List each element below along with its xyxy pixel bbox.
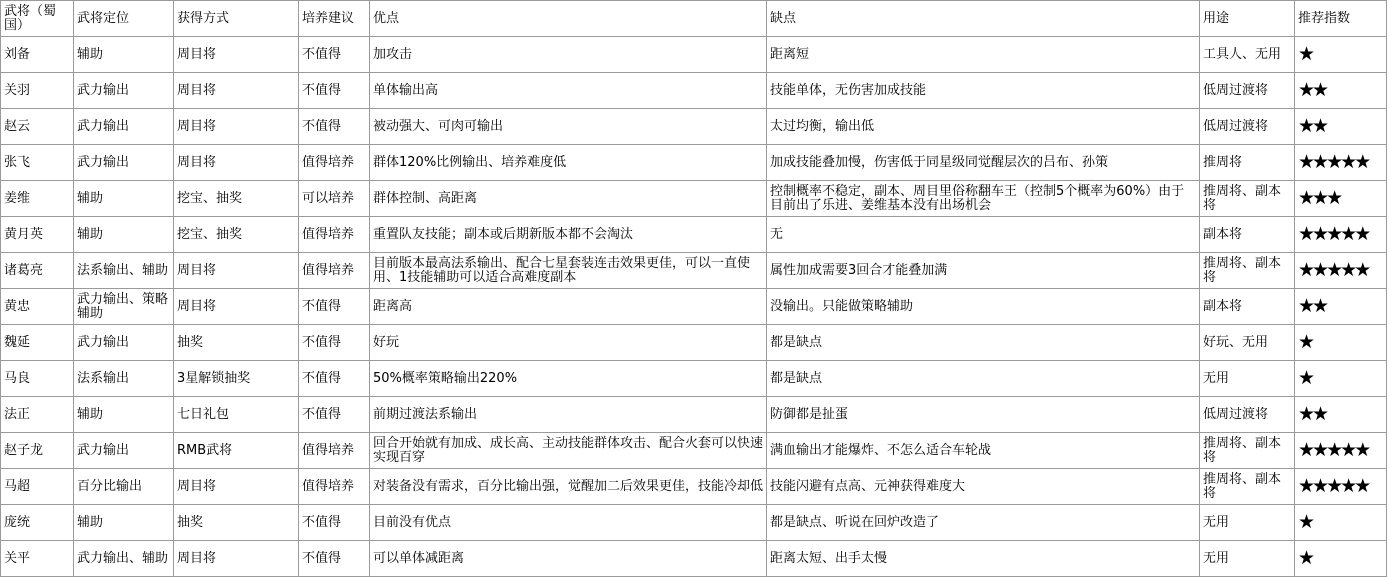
header-cell-use: 用途: [1200, 1, 1295, 37]
star-icon: ★: [1312, 223, 1327, 245]
cell-rating: [1295, 217, 1387, 253]
cell-role: 武力输出、辅助: [74, 541, 174, 577]
cell-name: 马良: [1, 361, 74, 397]
star-icon: ★: [1340, 475, 1355, 497]
star-icon: ★: [1298, 475, 1313, 497]
cell-role: 辅助: [74, 505, 174, 541]
cell-pros: 重置队友技能；副本或后期新版本都不会淘汰: [370, 217, 767, 253]
table-row: [1, 253, 1387, 289]
cell-advice: 值得培养: [299, 433, 370, 469]
cell-pros: 回合开始就有加成、成长高、主动技能群体攻击、配合火套可以快速实现百穿: [370, 433, 767, 469]
cell-name: 张飞: [1, 145, 74, 181]
star-icon: ★: [1298, 547, 1313, 569]
table-row: [1, 325, 1387, 361]
cell-advice: 不值得: [299, 109, 370, 145]
header-cell-pros: 优点: [370, 1, 767, 37]
cell-cons: 都是缺点: [767, 325, 1200, 361]
cell-cons: 距离短: [767, 37, 1200, 73]
cell-role: 辅助: [74, 397, 174, 433]
table-row: [1, 37, 1387, 73]
star-icon: ★: [1312, 475, 1327, 497]
cell-rating: [1295, 289, 1387, 325]
cell-role: 百分比输出: [74, 469, 174, 505]
table-row: [1, 541, 1387, 577]
star-icon: ★: [1354, 259, 1369, 281]
star-icon: ★: [1326, 475, 1341, 497]
star-icon: ★: [1298, 511, 1313, 533]
cell-rating: [1295, 109, 1387, 145]
cell-rating: [1295, 505, 1387, 541]
cell-source: 周目将: [174, 289, 299, 325]
cell-pros: 被动强大、可肉可输出: [370, 109, 767, 145]
cell-pros: 目前没有优点: [370, 505, 767, 541]
table-row: [1, 505, 1387, 541]
star-icon: ★: [1340, 151, 1355, 173]
cell-name: 姜维: [1, 181, 74, 217]
star-icon: ★: [1298, 43, 1313, 65]
cell-name: 黄月英: [1, 217, 74, 253]
cell-pros: 群体120%比例输出、培养难度低: [370, 145, 767, 181]
cell-source: 挖宝、抽奖: [174, 217, 299, 253]
cell-cons: 没输出。只能做策略辅助: [767, 289, 1200, 325]
cell-pros: 加攻击: [370, 37, 767, 73]
cell-role: 武力输出: [74, 433, 174, 469]
cell-advice: 不值得: [299, 541, 370, 577]
cell-cons: 技能闪避有点高、元神获得难度大: [767, 469, 1200, 505]
cell-source: 抽奖: [174, 505, 299, 541]
cell-name: 赵云: [1, 109, 74, 145]
cell-name: 关平: [1, 541, 74, 577]
star-icon: ★: [1326, 151, 1341, 173]
cell-advice: 不值得: [299, 397, 370, 433]
cell-cons: 属性加成需要3回合才能叠加满: [767, 253, 1200, 289]
cell-name: 刘备: [1, 37, 74, 73]
cell-name: 赵子龙: [1, 433, 74, 469]
cell-use: 无用: [1200, 361, 1295, 397]
star-icon: ★: [1312, 151, 1327, 173]
cell-source: 七日礼包: [174, 397, 299, 433]
cell-pros: 单体输出高: [370, 73, 767, 109]
cell-use: 推周将、副本将: [1200, 181, 1295, 217]
star-icon: ★: [1340, 439, 1355, 461]
cell-source: 3星解锁抽奖: [174, 361, 299, 397]
star-icon: ★: [1326, 223, 1341, 245]
star-icon: ★: [1326, 187, 1341, 209]
cell-role: 辅助: [74, 217, 174, 253]
cell-pros: 50%概率策略输出220%: [370, 361, 767, 397]
star-icon: ★: [1326, 439, 1341, 461]
star-icon: ★: [1354, 223, 1369, 245]
cell-cons: 加成技能叠加慢，伤害低于同星级同觉醒层次的吕布、孙策: [767, 145, 1200, 181]
cell-use: 无用: [1200, 541, 1295, 577]
table-row: [1, 397, 1387, 433]
star-icon: ★: [1312, 79, 1327, 101]
cell-advice: 值得培养: [299, 217, 370, 253]
table-row: [1, 181, 1387, 217]
cell-advice: 不值得: [299, 37, 370, 73]
star-icon: ★: [1312, 295, 1327, 317]
cell-role: 武力输出: [74, 325, 174, 361]
cell-role: 武力输出、策略辅助: [74, 289, 174, 325]
cell-name: 庞统: [1, 505, 74, 541]
cell-rating: [1295, 397, 1387, 433]
cell-rating: [1295, 145, 1387, 181]
cell-pros: 可以单体减距离: [370, 541, 767, 577]
header-cell-advice: 培养建议: [299, 1, 370, 37]
cell-use: 好玩、无用: [1200, 325, 1295, 361]
star-icon: ★: [1354, 151, 1369, 173]
cell-source: 周目将: [174, 37, 299, 73]
cell-advice: 值得培养: [299, 469, 370, 505]
star-icon: ★: [1312, 439, 1327, 461]
cell-rating: [1295, 73, 1387, 109]
cell-name: 关羽: [1, 73, 74, 109]
cell-use: 推周将、副本将: [1200, 253, 1295, 289]
cell-source: 抽奖: [174, 325, 299, 361]
cell-rating: [1295, 253, 1387, 289]
star-icon: ★: [1312, 115, 1327, 137]
header-row: [1, 1, 1387, 37]
cell-advice: 不值得: [299, 289, 370, 325]
star-icon: ★: [1298, 259, 1313, 281]
cell-use: 副本将: [1200, 289, 1295, 325]
cell-pros: 距离高: [370, 289, 767, 325]
cell-use: 推周将、副本将: [1200, 469, 1295, 505]
cell-advice: 不值得: [299, 325, 370, 361]
cell-advice: 不值得: [299, 505, 370, 541]
cell-use: 无用: [1200, 505, 1295, 541]
cell-role: 辅助: [74, 37, 174, 73]
star-icon: ★: [1326, 259, 1341, 281]
cell-use: 低周过渡将: [1200, 109, 1295, 145]
cell-use: 副本将: [1200, 217, 1295, 253]
header-cell-role: 武将定位: [74, 1, 174, 37]
cell-use: 低周过渡将: [1200, 73, 1295, 109]
cell-pros: 好玩: [370, 325, 767, 361]
cell-pros: 群体控制、高距离: [370, 181, 767, 217]
star-icon: ★: [1298, 439, 1313, 461]
cell-source: 周目将: [174, 109, 299, 145]
cell-cons: 距离太短、出手太慢: [767, 541, 1200, 577]
header-cell-rating: 推荐指数: [1295, 1, 1387, 37]
star-icon: ★: [1354, 439, 1369, 461]
cell-cons: 控制概率不稳定，副本、周目里俗称翻车王（控制5个概率为60%）由于目前出了乐进、姜维基本没有出场机会: [767, 181, 1200, 217]
cell-rating: [1295, 361, 1387, 397]
cell-cons: 无: [767, 217, 1200, 253]
cell-rating: [1295, 433, 1387, 469]
cell-advice: 不值得: [299, 361, 370, 397]
star-icon: ★: [1298, 187, 1313, 209]
header-cell-name: 武将（蜀国）: [1, 1, 74, 37]
cell-use: 低周过渡将: [1200, 397, 1295, 433]
star-icon: ★: [1340, 223, 1355, 245]
cell-name: 法正: [1, 397, 74, 433]
star-icon: ★: [1298, 331, 1313, 353]
cell-rating: [1295, 181, 1387, 217]
cell-pros: 前期过渡法系输出: [370, 397, 767, 433]
cell-cons: 都是缺点: [767, 361, 1200, 397]
cell-source: 周目将: [174, 541, 299, 577]
cell-role: 辅助: [74, 181, 174, 217]
cell-rating: [1295, 325, 1387, 361]
cell-name: 魏延: [1, 325, 74, 361]
table-row: [1, 109, 1387, 145]
cell-pros: 对装备没有需求，百分比输出强，觉醒加二后效果更佳，技能冷却低: [370, 469, 767, 505]
cell-rating: [1295, 541, 1387, 577]
cell-advice: 不值得: [299, 73, 370, 109]
cell-source: RMB武将: [174, 433, 299, 469]
cell-use: 推周将、副本将: [1200, 433, 1295, 469]
star-icon: ★: [1312, 187, 1327, 209]
table-row: [1, 289, 1387, 325]
cell-cons: 防御都是扯蛋: [767, 397, 1200, 433]
cell-name: 黄忠: [1, 289, 74, 325]
cell-cons: 技能单体，无伤害加成技能: [767, 73, 1200, 109]
cell-role: 武力输出: [74, 109, 174, 145]
header-cell-source: 获得方式: [174, 1, 299, 37]
star-icon: ★: [1312, 403, 1327, 425]
cell-name: 马超: [1, 469, 74, 505]
header-cell-cons: 缺点: [767, 1, 1200, 37]
star-icon: ★: [1312, 259, 1327, 281]
star-icon: ★: [1298, 223, 1313, 245]
table-row: [1, 433, 1387, 469]
star-icon: ★: [1354, 475, 1369, 497]
cell-use: 推周将: [1200, 145, 1295, 181]
table-row: [1, 217, 1387, 253]
cell-advice: 值得培养: [299, 253, 370, 289]
cell-use: 工具人、无用: [1200, 37, 1295, 73]
star-icon: ★: [1298, 295, 1313, 317]
table-row: [1, 469, 1387, 505]
cell-source: 周目将: [174, 73, 299, 109]
cell-cons: 太过均衡，输出低: [767, 109, 1200, 145]
cell-source: 挖宝、抽奖: [174, 181, 299, 217]
star-icon: ★: [1298, 367, 1313, 389]
cell-rating: [1295, 469, 1387, 505]
cell-advice: 可以培养: [299, 181, 370, 217]
cell-pros: 目前版本最高法系输出、配合七星套装连击效果更佳，可以一直使用、1技能辅助可以适合高难度副本: [370, 253, 767, 289]
cell-advice: 值得培养: [299, 145, 370, 181]
star-icon: ★: [1298, 151, 1313, 173]
star-icon: ★: [1340, 259, 1355, 281]
cell-source: 周目将: [174, 253, 299, 289]
cell-role: 武力输出: [74, 73, 174, 109]
cell-role: 法系输出、辅助: [74, 253, 174, 289]
table-row: [1, 145, 1387, 181]
cell-rating: [1295, 37, 1387, 73]
star-icon: ★: [1298, 115, 1313, 137]
star-icon: ★: [1298, 79, 1313, 101]
cell-role: 武力输出: [74, 145, 174, 181]
cell-role: 法系输出: [74, 361, 174, 397]
table-row: [1, 361, 1387, 397]
cell-source: 周目将: [174, 145, 299, 181]
table-row: [1, 73, 1387, 109]
cell-cons: 都是缺点、听说在回炉改造了: [767, 505, 1200, 541]
star-icon: ★: [1298, 403, 1313, 425]
cell-source: 周目将: [174, 469, 299, 505]
cell-name: 诸葛亮: [1, 253, 74, 289]
cell-cons: 满血输出才能爆炸、不怎么适合车轮战: [767, 433, 1200, 469]
